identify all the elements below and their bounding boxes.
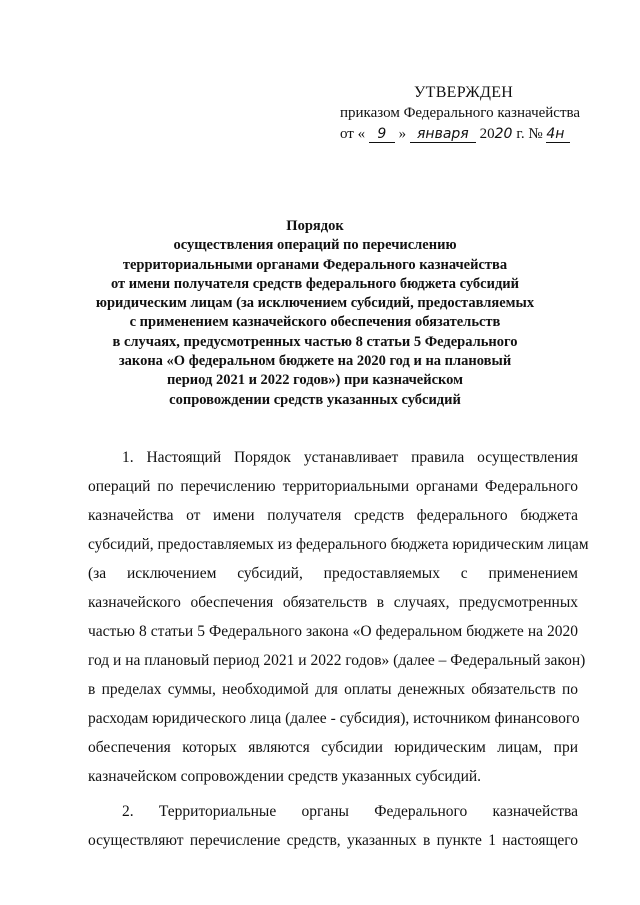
paragraph-1-line: казначейства от имени получателя средств федерального бюджета [88, 507, 578, 524]
title-line: Порядок [286, 218, 344, 234]
handwritten-month: января [410, 126, 476, 143]
paragraph-1-line: 1. Настоящий Порядок устанавливает правила осуществления [122, 449, 578, 466]
approval-stamp [340, 82, 600, 145]
paragraph-1-line: частью 8 статьи 5 Федерального закона «О федеральном бюджете на 2020 [88, 623, 578, 640]
approval-date-line [340, 124, 600, 145]
title-line: территориальными органами Федерального казначейства [122, 256, 508, 273]
paragraph-1-line: (за исключением субсидий, предоставляемых с применением [88, 565, 578, 582]
handwritten-day: 9 [369, 126, 395, 143]
paragraph-1-line: в пределах суммы, необходимой для оплаты денежных обязательств по [88, 681, 578, 698]
title-line: осуществления операций по перечислению [173, 237, 457, 254]
paragraph-1-line: казначейского обеспечения обязательств в случаях, предусмотренных [88, 594, 578, 611]
title-line: юридическим лицам (за исключением субсидий, предоставляемых [95, 295, 535, 312]
document-body [88, 443, 589, 855]
paragraph-1-line: операций по перечислению территориальными органами Федерального [88, 478, 578, 495]
date-quote-close: » [398, 126, 407, 142]
paragraph-1-line: казначейском сопровождении средств указанных субсидий. [88, 768, 482, 785]
title-line: закона «О федеральном бюджете на 2020 год и на плановый [118, 353, 512, 370]
approval-heading: УТВЕРЖДЕН [414, 84, 514, 101]
document-title [90, 217, 540, 410]
year-number-label: г. № [516, 126, 543, 142]
handwritten-order-number: 4н [546, 126, 570, 143]
date-prefix: от « [340, 126, 366, 142]
title-line: с применением казначейского обеспечения обязательств [129, 314, 501, 331]
paragraph-2-line: осуществляют перечисление средств, указанных в пункте 1 настоящего [88, 832, 578, 849]
title-line: от имени получателя средств федерального бюджета субсидий [110, 275, 520, 292]
paragraph-1-line: год и на плановый период 2021 и 2022 годов» (далее – Федеральный закон) [88, 652, 586, 669]
paragraph-1-line: обеспечения которых являются субсидии юридическим лицам, при [88, 739, 578, 756]
title-line: период 2021 и 2022 годов») при казначейском [166, 372, 464, 389]
handwritten-year-suffix: 20 [494, 126, 513, 142]
paragraph-1-line: расходам юридического лица (далее - субсидия), источником финансового [88, 710, 580, 727]
paragraph-2-line: 2. Территориальные органы Федерального казначейства [122, 803, 578, 820]
approval-order-line: приказом Федерального казначейства [340, 105, 581, 121]
paragraph-1-line: субсидий, предоставляемых из федерального бюджета юридическим лицам [88, 536, 589, 553]
year-prefix: 20 [479, 126, 495, 142]
title-line: в случаях, предусмотренных частью 8 статьи 5 Федерального [112, 333, 518, 350]
title-line: сопровождении средств указанных субсидий [169, 391, 461, 408]
